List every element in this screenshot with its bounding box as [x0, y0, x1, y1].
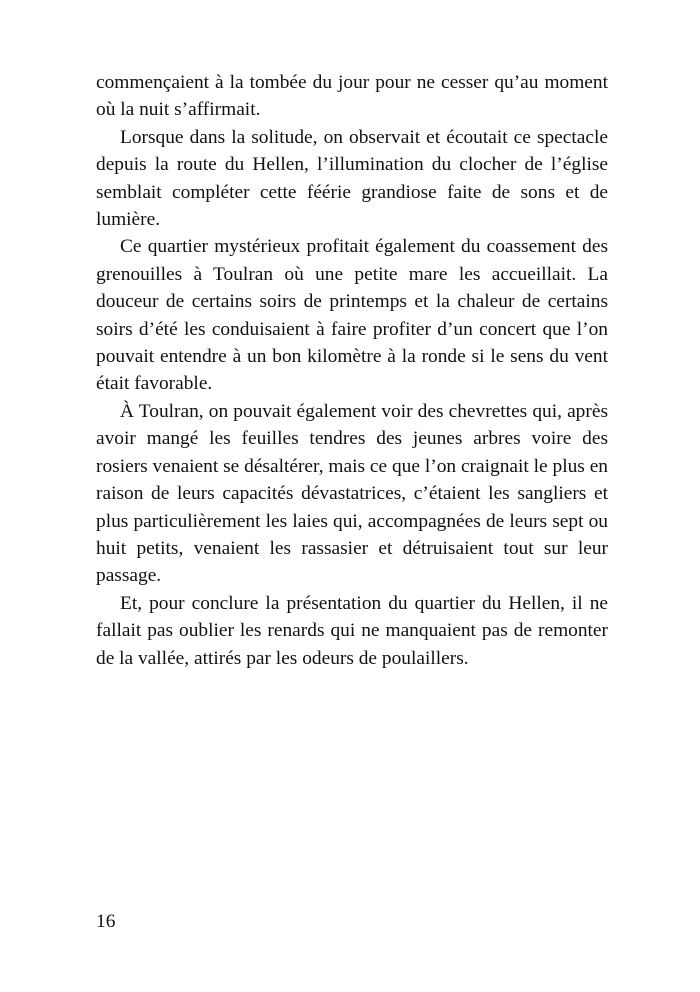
- page-number: 16: [96, 911, 116, 932]
- paragraph-grenouilles: Ce quartier mystérieux profitait également du coassement des grenouilles à Toulran où une petite mare les accueillait. La douceur de certains soirs de printemps et la chaleur de certains soirs d’été les conduisaient à faire profiter d’un concert que l’on pouvait entendre à un bon kilomètre à la ronde si le sens du vent était favorable.: [96, 236, 608, 395]
- paragraph-renards: Et, pour conclure la présentation du quartier du Hellen, il ne fallait pas oublier les renards qui ne manquaient pas de remonter de la vallée, attirés par les odeurs de poulaillers.: [96, 592, 608, 669]
- paragraph-chevrettes-sangliers: À Toulran, on pouvait également voir des chevrettes qui, après avoir mangé les feuilles tendres des jeunes arbres voire des rosiers venaient se désaltérer, mais ce que l’on craignait le plus en raison de leurs capacités dévastatrices, c’étaient les sangliers et plus particulièrement les laies qui, accompagnées de leurs sept ou huit petits, venaient les rassasier et détruisaient tout sur leur passage.: [96, 400, 608, 587]
- paragraph-route-du-hellen: Lorsque dans la solitude, on observait et écoutait ce spectacle depuis la route du Hellen, l’illumination du clocher de l’église semblait compléter cette féérie grandiose faite de sons et de lumière.: [96, 126, 608, 231]
- paragraph-continuation: commençaient à la tombée du jour pour ne cesser qu’au moment où la nuit s’affirmait.: [96, 72, 608, 121]
- body-text: [96, 69, 608, 672]
